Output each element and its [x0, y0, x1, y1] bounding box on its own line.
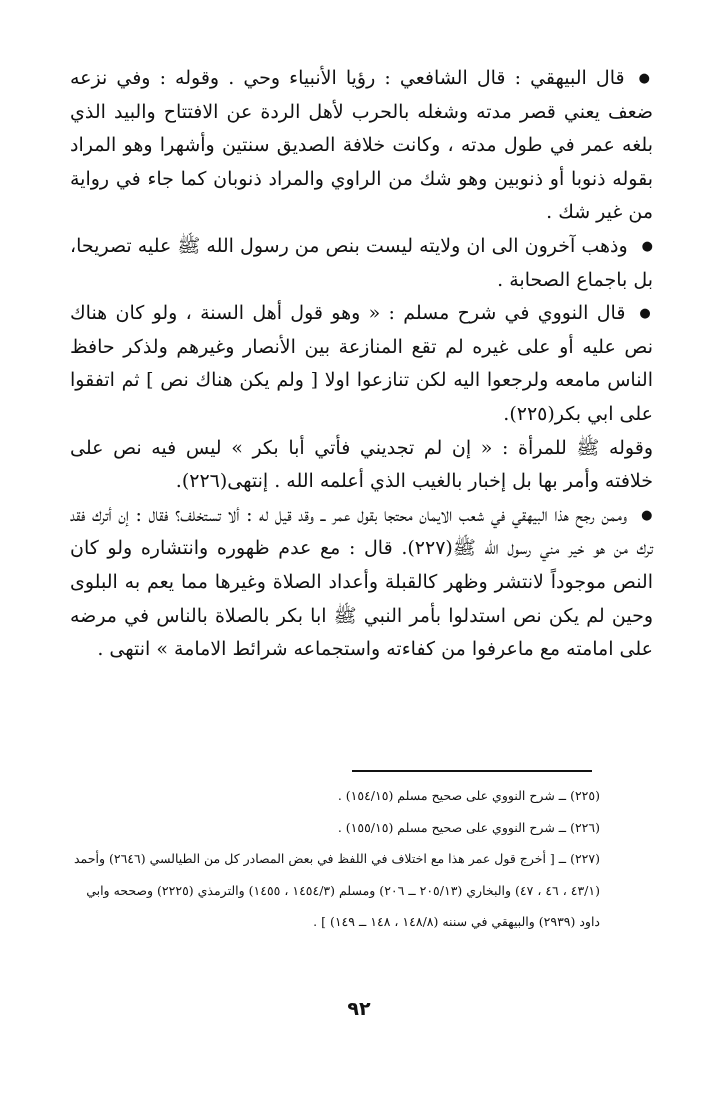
- footnotes: [70, 780, 600, 938]
- footnote-227: (٢٢٧) ــ [ أخرج قول عمر هذا مع اختلاف في اللفظ في بعض المصادر كل من الطيالسي (٢٦٤٦) وأحمد (٤٣/١ ، ٤٦ ، ٤٧) والبخاري (٢٠٥/١٣ ــ ٢٠٦) ومسلم (١٤٥٤/٣ ، ١٤٥٥) والترمذي (٢٢٢٥) وصححه وابي داود (٢٩٣٩) والبيهقي في سننه (١٤٨/٨ ، ١٤٨ ــ ١٤٩) ] .: [73, 851, 600, 929]
- body-paragraphs: [70, 62, 653, 667]
- paragraph-3: ● قال النووي في شرح مسلم : « وهو قول أهل السنة ، ولو كان هناك نص عليه أو على غيره لم تقع المنازعة بين الأنصار وغيرهم ولذكر حافظ الناس مامعه ولرجعوا اليه لكن تنازعوا اولا [ ولم يكن هناك نص ] ثم اتفقوا على ابي بكر(٢٢٥).: [70, 297, 653, 431]
- paragraph-5: ● وممن رجح هذا البيهقي في شعب الايمان محتجا بقول عمر ــ وقد قيل له : ألا تستخلف؟ فقال : إن أترك فقد ترك من هو خير مني رسول الله ﷺ(٢٢٧). قال : مع عدم ظهوره وانتشاره ولو كان النص موجوداً لانتشر وظهر كالقبلة وأعداد الصلاة وغيرها مما يعم به البلوى وحين لم يكن نص استدلوا بأمر النبي ﷺ ابا بكر بالصلاة بالناس في مرضه على امامته مع ماعرفوا من كفاءته واستجماعه شرائط الامامة » انتهى .: [70, 499, 653, 667]
- page-number: ٩٢: [347, 998, 371, 1020]
- main-text: [70, 62, 653, 667]
- paragraph-4: وقوله ﷺ للمرأة : « إن لم تجديني فأتي أبا بكر » ليس فيه نص على خلافته وأمر بها بل إخبار بالغيب الذي أعلمه الله . إنتهى(٢٢٦).: [70, 436, 653, 493]
- paragraph-1: ● قال البيهقي : قال الشافعي : رؤيا الأنبياء وحي . وقوله : وفي نزعه ضعف يعني قصر مدته وشغله بالحرب لأهل الردة عن الافتتاح والبيد الذي بلغه عمر في طول مدته ، وكانت خلافة الصديق سنتين وأشهرا وهو المراد بقوله ذنوبا أو ذنوبين وهو شك من الراوي والمراد ذنوبان كما جاء في رواية من غير شك .: [70, 62, 653, 230]
- footnote-225: (٢٢٥) ــ شرح النووي على صحيح مسلم (١٥٤/١٥) .: [337, 788, 600, 803]
- paragraph-2: ● وذهب آخرون الى ان ولايته ليست بنص من رسول الله ﷺ عليه تصريحا، بل باجماع الصحابة .: [70, 230, 653, 297]
- footnote-226: (٢٢٦) ــ شرح النووي على صحيح مسلم (١٥٥/١٥) .: [337, 819, 600, 835]
- footnote-divider: [352, 770, 592, 772]
